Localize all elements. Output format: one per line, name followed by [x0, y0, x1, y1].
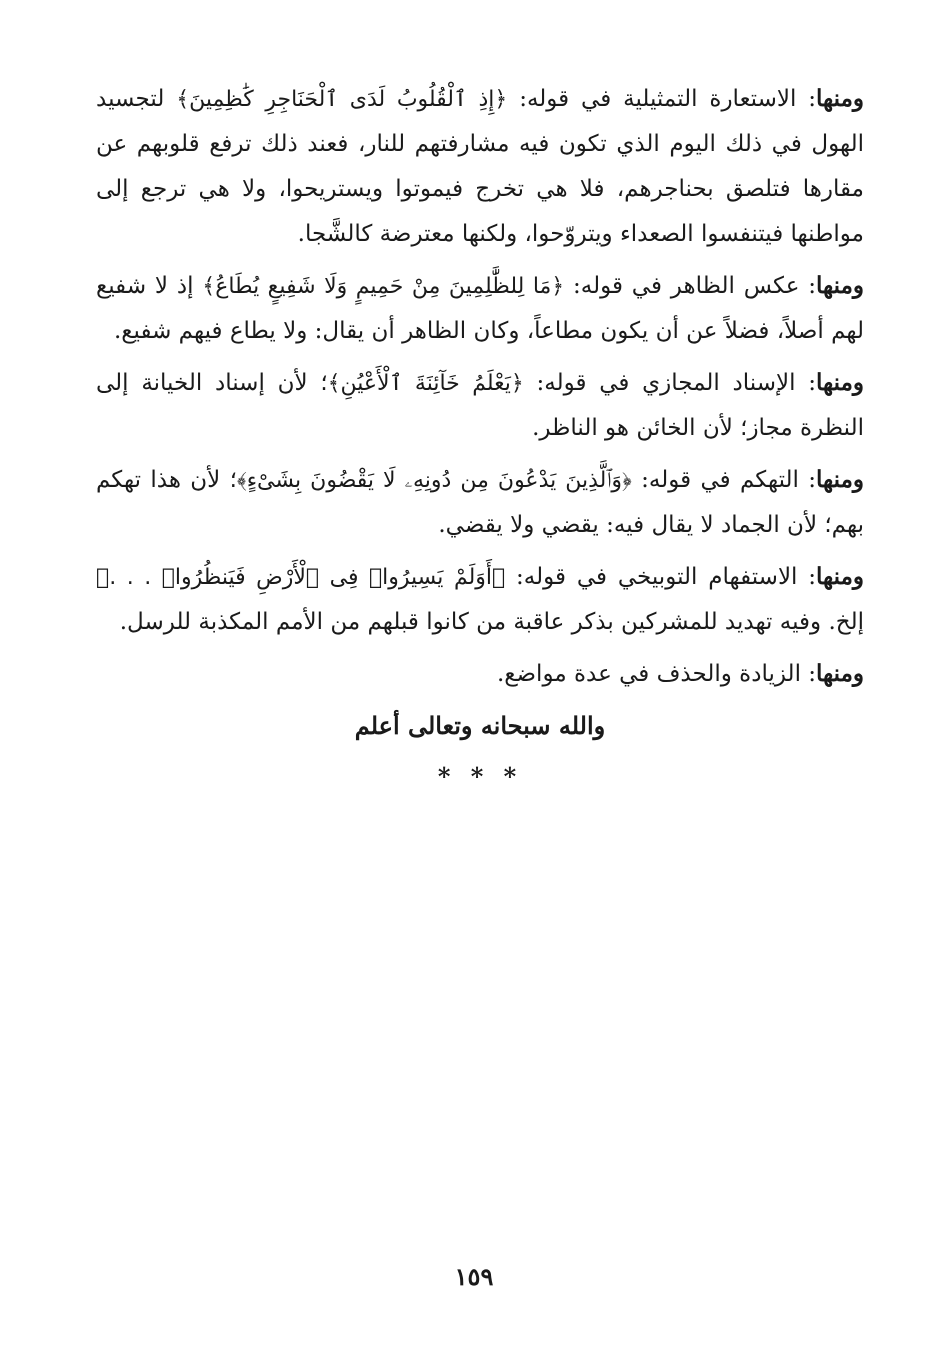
closing-formula: والله سبحانه وتعالى أعلم — [354, 711, 606, 740]
page-number: ١٥٩ — [454, 1262, 494, 1291]
paragraph-istifham — [96, 554, 864, 645]
paragraph-body: ؛ لأن إسناد الخيانة إلى النظرة مجاز؛ لأن الخائن هو الناظر. — [96, 370, 864, 441]
paragraph-intro: : الزيادة والحذف في عدة مواضع. — [496, 661, 817, 687]
paragraph-lead: ومنها — [816, 272, 864, 299]
paragraph-isnad-majazi — [96, 360, 864, 451]
quran-quote: ﴿أَوَلَمْ يَسِيرُوا۟ فِى ٱلْأَرْضِ فَيَنظُرُوا۟ . . .﴾ — [96, 565, 506, 590]
page-body — [96, 76, 864, 791]
paragraph-ziyada — [96, 651, 864, 697]
paragraph-intro: : الاستعارة التمثيلية في قوله: — [507, 86, 817, 112]
paragraph-body: إلخ. وفيه تهديد للمشركين بذكر عاقبة من كانوا قبلهم من الأمم المكذبة للرسل. — [119, 609, 864, 635]
paragraph-lead: ومنها — [816, 660, 864, 687]
paragraph-intro: : الاستفهام التوبيخي في قوله: — [505, 564, 817, 590]
section-separator: * * * — [437, 762, 523, 791]
paragraph-intro: : الإسناد المجازي في قوله: — [523, 370, 817, 396]
quran-quote: ﴿وَٱلَّذِينَ يَدْعُونَ مِن دُونِهِۦ لَا يَقْضُونَ بِشَىْءٍ﴾ — [236, 468, 632, 493]
quran-quote: ﴿يَعْلَمُ خَآئِنَةَ ٱلْأَعْيُنِ﴾ — [327, 371, 524, 396]
paragraph-lead: ومنها — [816, 85, 865, 112]
paragraph-intro: : عكس الظاهر في قوله: — [564, 273, 817, 299]
paragraph-body: لتجسيد الهول في ذلك اليوم الذي تكون فيه مشارفتهم للنار، فعند ذلك ترفع قلوبهم عن مقارها فتلصق بحناجرهم، فلا هي تخرج فيموتوا ويستريحوا، ولا هي ترجع إلى مواطنها فيتنفسوا الصعداء ويتروّحوا، ولكنها معترضة كالشَّجا. — [96, 86, 864, 247]
paragraph-lead: ومنها — [816, 466, 864, 493]
paragraph-aks-zahir — [96, 263, 864, 354]
paragraph-lead: ومنها — [816, 563, 865, 590]
paragraph-lead: ومنها — [816, 369, 864, 396]
quran-quote: ﴿إِذِ ٱلْقُلُوبُ لَدَى ٱلْحَنَاجِرِ كَٰظِمِينَ﴾ — [176, 87, 508, 112]
paragraph-body: ؛ لأن هذا تهكم بهم؛ لأن الجماد لا يقال فيه: يقضي ولا يقضي. — [96, 467, 864, 538]
paragraph-tahakkum — [96, 457, 864, 548]
paragraph-tamthiliya — [96, 76, 864, 257]
paragraph-body: إذ لا شفيع لهم أصلاً، فضلاً عن أن يكون مطاعاً، وكان الظاهر أن يقال: ولا يطاع فيهم شفيع. — [96, 273, 864, 344]
paragraph-intro: : التهكم في قوله: — [631, 467, 817, 493]
quran-quote: ﴿مَا لِلظَّٰلِمِينَ مِنْ حَمِيمٍ وَلَا شَفِيعٍ يُطَاعُ﴾ — [202, 274, 565, 299]
